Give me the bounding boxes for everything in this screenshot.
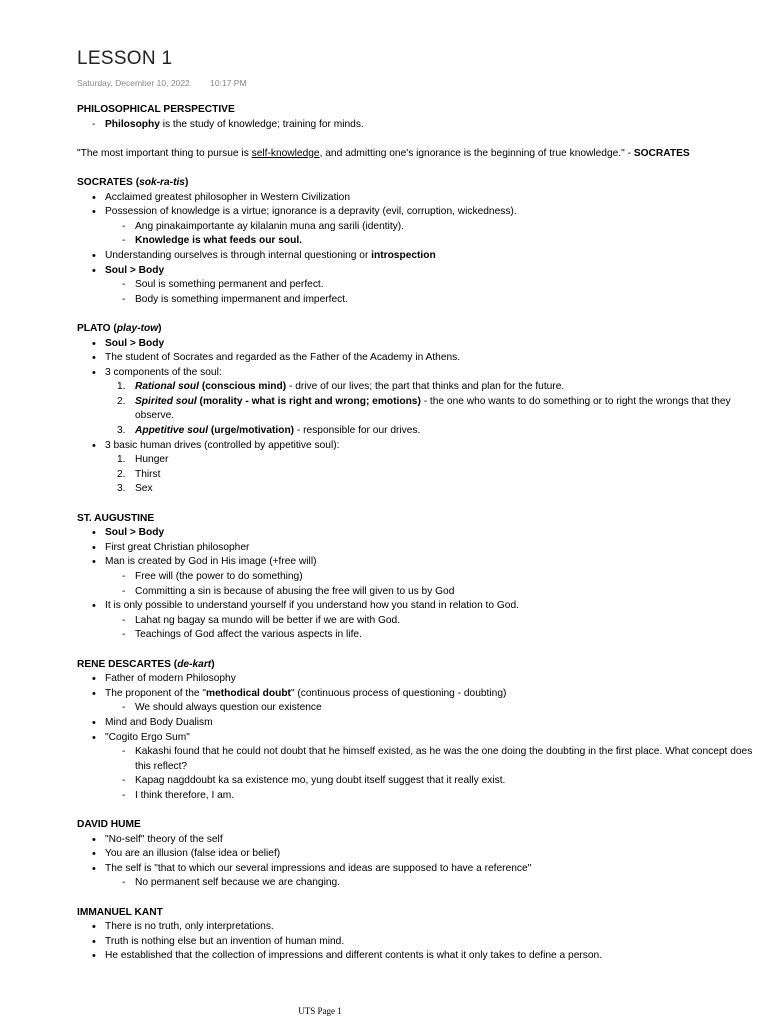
- list-item: • The student of Socrates and regarded as the Father of the Academy in Athens.: [77, 351, 762, 366]
- numbered-item: 2. Spirited soul (morality - what is right and wrong; emotions) - the one who wants to do something or to right the wrongs that they observe.: [117, 395, 731, 422]
- list-item: • "Cogito Ergo Sum": [77, 731, 762, 746]
- list-item: [77, 264, 762, 279]
- plato-list: [77, 337, 762, 381]
- numbered-item: 2. Thirst: [117, 468, 161, 480]
- heading-name: RENE DESCARTES: [77, 658, 171, 670]
- sub-item: - Kakashi found that he could not doubt that he himself existed, as he was the one doing the doubting in the first place. What concept does this reflect?: [77, 745, 762, 774]
- socrates-list-cont: [77, 249, 762, 278]
- list-item-text: " (continuous process of questioning - doubting): [290, 687, 507, 699]
- list-item: • 3 components of the soul:: [77, 366, 762, 381]
- quote-author: SOCRATES: [633, 147, 690, 159]
- descartes-list: [77, 672, 762, 701]
- kant-list: [77, 920, 762, 964]
- list-item: [77, 337, 762, 352]
- list-item-text: - drive of our lives; the part that thinks and plan for the future.: [286, 381, 565, 393]
- section-heading-descartes: RENE DESCARTES (de-kart): [77, 658, 215, 670]
- plato-drives: [77, 453, 762, 497]
- sub-item: - Soul is something permanent and perfect.: [77, 278, 762, 293]
- bold-text: Soul > Body: [105, 527, 165, 539]
- socrates-sublist: [77, 220, 762, 249]
- page-title: LESSON 1: [77, 48, 173, 69]
- bold-text: (conscious mind): [201, 381, 287, 393]
- bold-italic-text: Spirited soul: [135, 395, 197, 407]
- list-item: [77, 687, 762, 702]
- sub-item: - Ang pinakaimportante ay kilalanin muna ang sarili (identity).: [77, 220, 762, 235]
- list-item: [77, 118, 762, 133]
- quote-underlined: self-knowledge: [251, 147, 320, 159]
- socrates-list: [77, 191, 762, 220]
- augustine-sublist: [77, 570, 762, 599]
- list-item: • "No-self" theory of the self: [77, 833, 762, 848]
- page-date: Saturday, December 10, 2022: [77, 78, 190, 88]
- section-heading-plato: PLATO (play-tow): [77, 322, 162, 334]
- sub-item: - Committing a sin is because of abusing the free will given to us by God: [77, 585, 762, 600]
- sub-item: - We should always question our existence: [77, 701, 762, 716]
- descartes-sublist: [77, 745, 762, 803]
- section-heading-kant: IMMANUEL KANT: [77, 906, 163, 918]
- list-item: • It is only possible to understand yourself if you understand how you stand in relation to God.: [77, 599, 762, 614]
- socrates-sublist: [77, 278, 762, 307]
- bold-text: Soul > Body: [105, 264, 165, 276]
- descartes-list-cont: [77, 716, 762, 745]
- descartes-sublist: [77, 701, 762, 716]
- list-item: • 3 basic human drives (controlled by appetitive soul):: [77, 439, 762, 454]
- list-item: • Truth is nothing else but an invention of human mind.: [77, 935, 762, 950]
- page-meta: [77, 78, 265, 88]
- augustine-list-cont: [77, 599, 762, 614]
- sub-item: - Kapag nagddoubt ka sa existence mo, yung doubt itself suggest that it really exist.: [77, 774, 762, 789]
- sub-item: - Free will (the power to do something): [77, 570, 762, 585]
- section-heading-socrates: SOCRATES (sok-ra-tis): [77, 176, 189, 188]
- heading-pronunciation: sok-ra-tis: [139, 176, 185, 188]
- sub-item: - I think therefore, I am.: [77, 789, 762, 804]
- section-heading-philosophical: PHILOSOPHICAL PERSPECTIVE: [77, 104, 235, 115]
- bold-text: (morality - what is right and wrong; emotions): [199, 395, 421, 407]
- bold-italic-text: Appetitive soul: [135, 425, 209, 437]
- list-item: • Man is created by God in His image (+free will): [77, 555, 762, 570]
- section-heading-augustine: ST. AUGUSTINE: [77, 512, 155, 524]
- list-item: • He established that the collection of impressions and different contents is what it only takes to define a person.: [77, 949, 762, 964]
- list-item-text: - responsible for our drives.: [294, 425, 421, 437]
- list-item: • Possession of knowledge is a virtue; ignorance is a depravity (evil, corruption, wickedness).: [77, 205, 762, 220]
- list-item: • You are an illusion (false idea or belief): [77, 847, 762, 862]
- heading-pronunciation: play-tow: [116, 322, 159, 334]
- socrates-quote: [77, 147, 762, 162]
- numbered-item: 3. Sex: [117, 483, 153, 495]
- list-item-text: Hunger: [135, 454, 169, 466]
- heading-name: SOCRATES: [77, 176, 133, 188]
- list-item: [77, 249, 762, 264]
- sub-item: - Lahat ng bagay sa mundo will be better if we are with God.: [77, 614, 762, 629]
- page-footer: [0, 1006, 768, 1016]
- augustine-list: [77, 526, 762, 570]
- sub-item: - No permanent self because we are changing.: [77, 876, 762, 891]
- list-item: [77, 526, 762, 541]
- section-heading-hume: DAVID HUME: [77, 819, 141, 831]
- quote-text: "The most important thing to pursue is: [77, 147, 252, 159]
- list-item: • There is no truth, only interpretations.: [77, 920, 762, 935]
- bold-text: Philosophy: [105, 118, 160, 130]
- bold-text: Soul > Body: [105, 337, 165, 349]
- sub-item: [77, 234, 762, 249]
- bold-text: Knowledge is what feeds our soul.: [135, 235, 302, 247]
- list-item-text: Understanding ourselves is through internal questioning or: [105, 249, 372, 261]
- hume-sublist: [77, 876, 762, 891]
- augustine-sublist: [77, 614, 762, 643]
- list-item: • First great Christian philosopher: [77, 541, 762, 556]
- hume-list: [77, 833, 762, 877]
- footer-text: UTS Page 1: [298, 1006, 342, 1016]
- heading-name: PLATO: [77, 322, 111, 334]
- heading-pronunciation: de-kart: [177, 658, 212, 670]
- plato-list-cont: [77, 439, 762, 454]
- list-item-text: Thirst: [135, 468, 161, 480]
- note-content: [77, 103, 762, 964]
- list-item: • Mind and Body Dualism: [77, 716, 762, 731]
- philosophical-list: [77, 118, 762, 133]
- numbered-item: 1. Hunger: [117, 454, 169, 466]
- numbered-item: 1. Rational soul (conscious mind) - drive of our lives; the part that thinks and plan for the future.: [117, 381, 565, 393]
- quote-text: , and admitting one's ignorance is the beginning of true knowledge." -: [319, 147, 634, 159]
- list-item-text: is the study of knowledge; training for minds.: [159, 118, 364, 130]
- list-item-text: - the one who wants to do something or to right the wrongs that they observe.: [135, 395, 731, 422]
- list-item: • Acclaimed greatest philosopher in Western Civilization: [77, 191, 762, 206]
- numbered-item: 3. Appetitive soul (urge/motivation) - responsible for our drives.: [117, 425, 421, 437]
- bold-text: introspection: [371, 249, 436, 261]
- list-item-text: The proponent of the ": [105, 687, 207, 699]
- bold-italic-text: Rational soul: [135, 381, 199, 393]
- bold-text: methodical doubt: [206, 687, 291, 699]
- sub-item: - Body is something impermanent and imperfect.: [77, 293, 762, 308]
- bold-text: (urge/motivation): [210, 425, 295, 437]
- list-item: • Father of modern Philosophy: [77, 672, 762, 687]
- list-item-text: Sex: [135, 483, 153, 495]
- page-time: 10:17 PM: [210, 78, 247, 88]
- plato-soul-components: [77, 380, 762, 438]
- list-item: • The self is "that to which our several impressions and ideas are supposed to have a reference": [77, 862, 762, 877]
- sub-item: - Teachings of God affect the various aspects in life.: [77, 628, 762, 643]
